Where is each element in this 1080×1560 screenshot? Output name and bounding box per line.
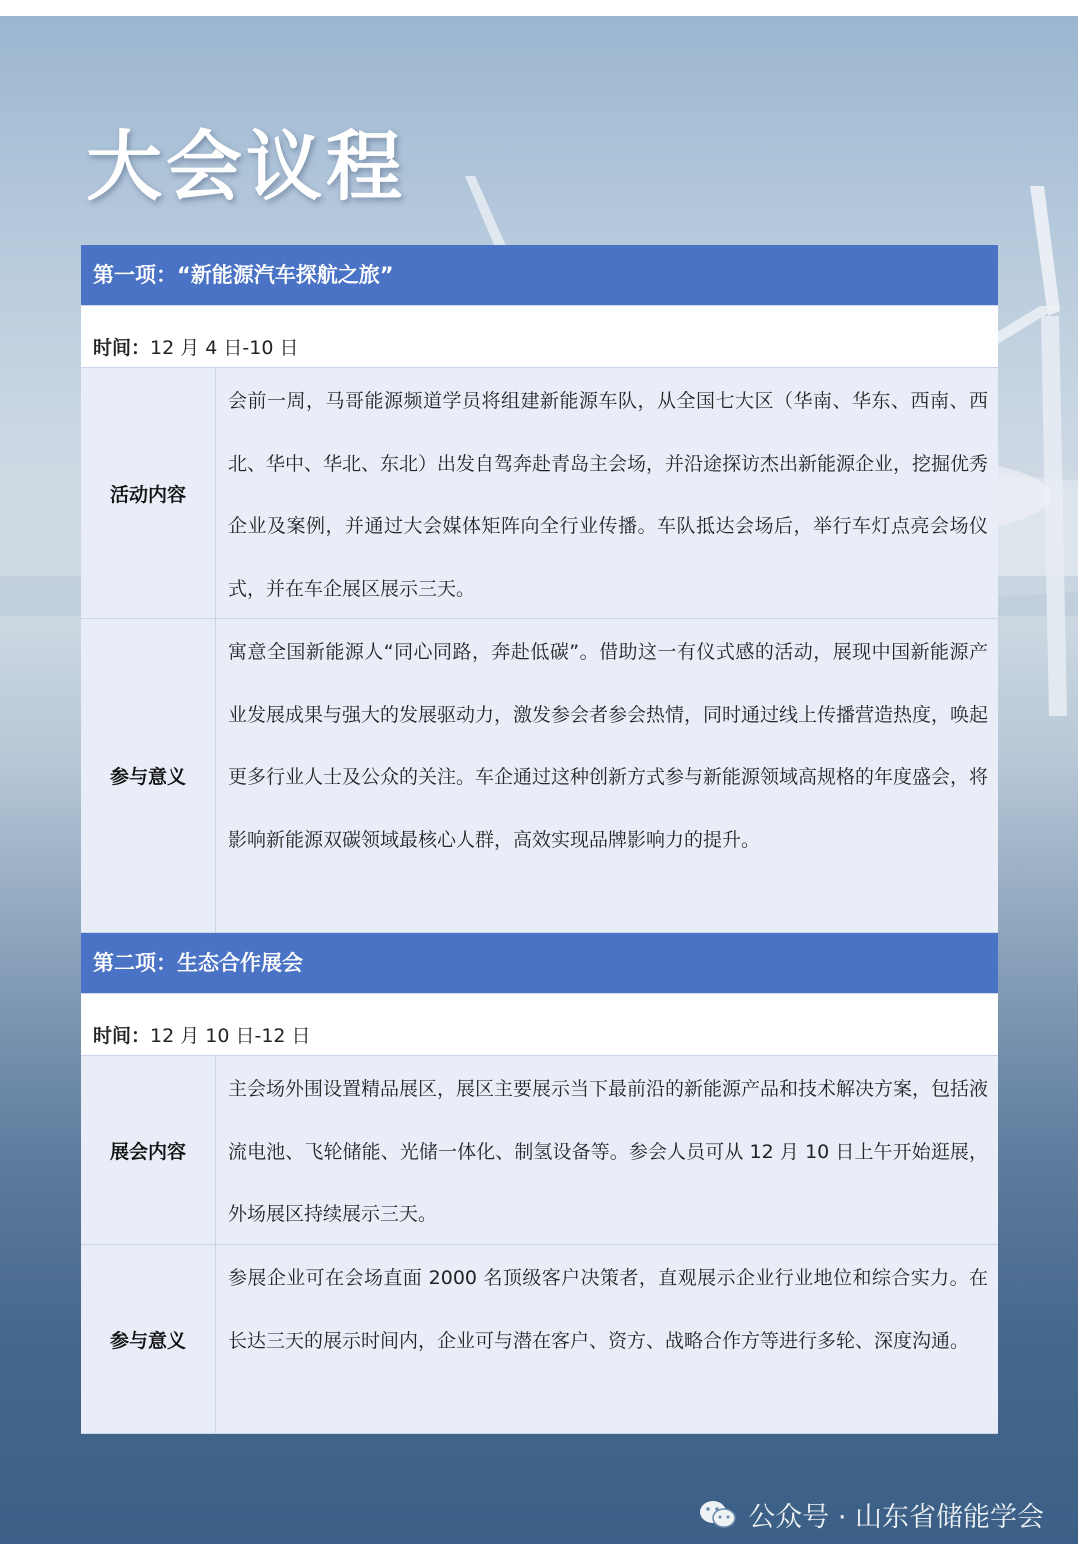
time-label: 时间：: [93, 1025, 151, 1047]
time-value: 12 月 10 日-12 日: [150, 1025, 311, 1047]
table-row: [81, 1056, 998, 1245]
row-text: 参展企业可在会场直面 2000 名顶级客户决策者，直观展示企业行业地位和综合实力。在长达三天的展示时间内，企业可与潜在客户、资方、战略合作方等进行多轮、深度沟通。: [228, 1267, 988, 1352]
watermark: [698, 1495, 1044, 1534]
row-text: 主会场外围设置精品展区，展区主要展示当下最前沿的新能源产品和技术解决方案，包括液流电池、飞轮储能、光储一体化、制氢设备等。参会人员可从 12 月 10 日上午开始逛展，外场展区持续展示三天。: [228, 1078, 989, 1225]
row-label: 展会内容: [81, 1056, 216, 1244]
time-label: 时间：: [93, 337, 151, 359]
page-title: 大会议程: [86, 122, 406, 211]
wechat-icon: [698, 1498, 738, 1532]
table-row: [81, 368, 998, 619]
time-row: [81, 306, 998, 368]
row-label: 活动内容: [81, 368, 216, 618]
table-row: [81, 1245, 998, 1434]
time-row: [81, 994, 998, 1056]
section-heading: 第二项：生态合作展会: [81, 933, 998, 994]
time-value: 12 月 4 日-10 日: [150, 337, 299, 359]
section-heading: 第一项：“新能源汽车探航之旅”: [81, 245, 998, 306]
row-label: 参与意义: [81, 619, 216, 932]
watermark-text: 公众号 · 山东省储能学会: [748, 1502, 1044, 1533]
table-row: [81, 619, 998, 933]
row-text: 会前一周，马哥能源频道学员将组建新能源车队，从全国七大区（华南、华东、西南、西北、华中、华北、东北）出发自驾奔赴青岛主会场，并沿途探访杰出新能源企业，挖掘优秀企业及案例，并通过大会媒体矩阵向全行业传播。车队抵达会场后，举行车灯点亮会场仪式，并在车企展区展示三天。: [228, 390, 989, 600]
row-text: 寓意全国新能源人“同心同路，奔赴低碳”。借助这一有仪式感的活动，展现中国新能源产业发展成果与强大的发展驱动力，激发参会者参会热情，同时通过线上传播营造热度，唤起更多行业人士及公众的关注。车企通过这种创新方式参与新能源领域高规格的年度盛会，将影响新能源双碳领域最核心人群，高效实现品牌影响力的提升。: [228, 641, 989, 851]
row-label: 参与意义: [81, 1245, 216, 1433]
agenda-table: [81, 245, 998, 1434]
